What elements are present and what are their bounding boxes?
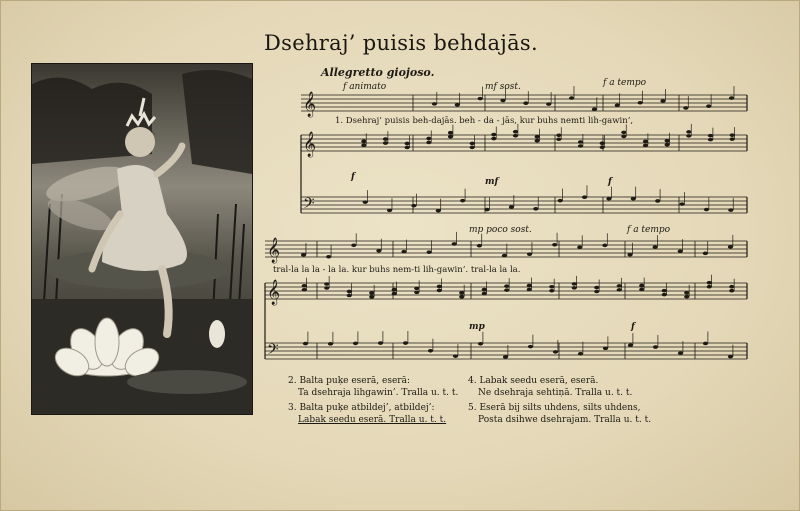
verse-2: 2. Balta puķe eserā, eserā: Ta dsehraja lihgawin’. Tralla u. t. t. xyxy=(288,376,459,398)
note xyxy=(602,244,607,248)
note xyxy=(411,204,416,208)
note xyxy=(491,137,496,141)
note xyxy=(509,205,514,209)
note xyxy=(662,293,667,297)
note xyxy=(706,104,711,108)
note xyxy=(729,285,734,289)
note xyxy=(470,142,475,146)
mark-f-piano-1: f xyxy=(351,172,355,182)
note xyxy=(324,282,329,286)
note xyxy=(328,342,333,346)
note xyxy=(361,139,366,143)
mark-a-tempo-2: f a tempo xyxy=(627,225,671,235)
note xyxy=(686,130,691,134)
note xyxy=(482,292,487,296)
note xyxy=(324,286,329,290)
note xyxy=(665,139,670,143)
note xyxy=(527,252,532,256)
note xyxy=(653,345,658,349)
note xyxy=(478,97,483,101)
note xyxy=(491,133,496,137)
note xyxy=(426,141,431,145)
fairy-illustration xyxy=(32,64,252,414)
note xyxy=(552,243,557,247)
note xyxy=(678,249,683,253)
note xyxy=(678,351,683,355)
note xyxy=(523,101,528,105)
mark-f-bass: f xyxy=(608,177,612,187)
note xyxy=(572,282,577,286)
note xyxy=(569,96,574,100)
note xyxy=(662,289,667,293)
note xyxy=(558,199,563,203)
note xyxy=(460,199,465,203)
note xyxy=(453,354,458,358)
note xyxy=(655,199,660,203)
note xyxy=(455,103,460,107)
voice-staff-2 xyxy=(265,232,747,263)
note xyxy=(427,250,432,254)
note xyxy=(707,285,712,289)
note xyxy=(728,355,733,359)
note xyxy=(621,131,626,135)
note xyxy=(387,209,392,213)
note xyxy=(683,106,688,110)
note xyxy=(617,284,622,288)
note xyxy=(603,347,608,351)
note xyxy=(361,143,366,147)
note xyxy=(513,134,518,138)
system-2 xyxy=(265,225,747,362)
treble-clef: 𝄞 xyxy=(303,92,317,117)
note xyxy=(643,144,648,148)
note xyxy=(482,288,487,292)
note xyxy=(628,343,633,347)
note xyxy=(528,345,533,349)
note xyxy=(513,130,518,134)
note xyxy=(594,286,599,290)
note xyxy=(729,96,734,100)
note xyxy=(600,141,605,145)
note xyxy=(369,295,374,299)
note xyxy=(679,202,684,206)
bass-clef: 𝄢 xyxy=(303,195,315,216)
note xyxy=(363,200,368,204)
fairy-photograph xyxy=(31,63,253,415)
note xyxy=(504,288,509,292)
note xyxy=(436,209,441,213)
note xyxy=(503,355,508,359)
note xyxy=(477,244,482,248)
note xyxy=(665,143,670,147)
note xyxy=(730,137,735,141)
note xyxy=(617,288,622,292)
note xyxy=(437,289,442,293)
note xyxy=(392,292,397,296)
note xyxy=(653,245,658,249)
treble-clef: 𝄞 xyxy=(303,132,317,157)
note xyxy=(684,295,689,299)
note xyxy=(549,285,554,289)
note xyxy=(638,101,643,105)
note xyxy=(347,294,352,298)
note xyxy=(383,137,388,141)
mark-f-piano-2: f xyxy=(631,322,635,332)
note xyxy=(582,195,587,199)
note xyxy=(572,286,577,290)
note xyxy=(578,352,583,356)
note xyxy=(556,133,561,137)
note xyxy=(414,291,419,295)
note xyxy=(504,284,509,288)
note xyxy=(729,289,734,293)
note xyxy=(428,349,433,353)
note xyxy=(703,252,708,256)
note xyxy=(535,135,540,139)
note xyxy=(728,245,733,249)
note xyxy=(484,208,489,212)
verse-3: 3. Balta puķe atbildej’, atbildej’: Labak seedu eserā. Tralla u. t. t. xyxy=(288,403,447,425)
note xyxy=(426,137,431,141)
note xyxy=(502,254,507,258)
note xyxy=(405,146,410,150)
note xyxy=(303,342,308,346)
mark-a-tempo-1: f a tempo xyxy=(603,78,647,88)
lyrics-line-1: 1. Dsehraj’ puisis beh-dajās. beh - da - jās, kur buhs nemti lih-gawin’, xyxy=(335,116,634,126)
verses-left xyxy=(288,375,458,429)
note xyxy=(594,290,599,294)
note xyxy=(639,288,644,292)
note xyxy=(703,342,708,346)
note xyxy=(301,253,306,257)
note xyxy=(302,288,307,292)
note xyxy=(592,108,597,112)
note xyxy=(708,138,713,142)
note xyxy=(500,99,505,103)
note xyxy=(527,284,532,288)
song-title: Dsehraj’ puisis behdajās. xyxy=(264,31,538,55)
note xyxy=(351,243,356,247)
note xyxy=(643,140,648,144)
mark-mf-sost: mf sost. xyxy=(485,82,521,92)
note xyxy=(414,287,419,291)
note xyxy=(302,284,307,288)
note xyxy=(437,285,442,289)
note xyxy=(459,295,464,299)
note xyxy=(549,289,554,293)
verse-5: 5. Eserā bij silts uhdens, silts uhdens, Posta dsihwe dsehrajam. Tralla u. t. t. xyxy=(468,403,652,425)
mark-animato: f animato xyxy=(343,82,387,92)
note xyxy=(326,255,331,259)
note xyxy=(401,250,406,254)
note xyxy=(405,142,410,146)
note xyxy=(615,103,620,107)
mark-mf-bass: mf xyxy=(485,177,499,187)
mark-mp-piano-2: mp xyxy=(469,322,485,332)
verse-4: 4. Labak seedu eserā, eserā. Ne dsehraja sehtiņā. Tralla u. t. t. xyxy=(468,376,633,398)
piano-staves-2 xyxy=(265,275,747,362)
note xyxy=(448,131,453,135)
note xyxy=(621,135,626,139)
note xyxy=(684,291,689,295)
note xyxy=(606,197,611,201)
note xyxy=(347,290,352,294)
note xyxy=(527,288,532,292)
note xyxy=(600,145,605,149)
note xyxy=(577,245,582,249)
note xyxy=(470,146,475,150)
note xyxy=(459,291,464,295)
note xyxy=(452,242,457,246)
note xyxy=(660,99,665,103)
note xyxy=(369,291,374,295)
treble-clef: 𝄞 xyxy=(267,238,281,263)
note xyxy=(392,288,397,292)
note xyxy=(432,102,437,106)
note xyxy=(383,141,388,145)
note xyxy=(478,342,483,346)
note xyxy=(639,284,644,288)
lyrics-line-2: tral-la la la - la la. kur buhs nem-ti lih-gawin’. tral-la la la. xyxy=(273,265,521,275)
bass-clef: 𝄢 xyxy=(267,341,279,362)
note xyxy=(535,139,540,143)
note xyxy=(728,208,733,212)
note xyxy=(546,102,551,106)
note xyxy=(533,207,538,211)
note xyxy=(578,144,583,148)
note xyxy=(403,341,408,345)
note xyxy=(704,208,709,212)
note xyxy=(376,249,381,253)
note xyxy=(553,350,558,354)
sheet-music xyxy=(263,61,753,371)
system-1 xyxy=(301,78,747,216)
note xyxy=(730,133,735,137)
note xyxy=(627,253,632,257)
note xyxy=(708,134,713,138)
note xyxy=(631,197,636,201)
verses-right xyxy=(468,375,651,429)
piano-staves-1 xyxy=(301,124,747,216)
note xyxy=(686,134,691,138)
note xyxy=(578,140,583,144)
note xyxy=(556,137,561,141)
mark-mp-poco-sost: mp poco sost. xyxy=(469,225,532,235)
note xyxy=(353,342,358,346)
note xyxy=(448,135,453,139)
treble-clef: 𝄞 xyxy=(267,280,281,305)
tempo-marking: Allegretto giojoso. xyxy=(321,66,435,79)
note xyxy=(378,341,383,345)
note xyxy=(707,281,712,285)
